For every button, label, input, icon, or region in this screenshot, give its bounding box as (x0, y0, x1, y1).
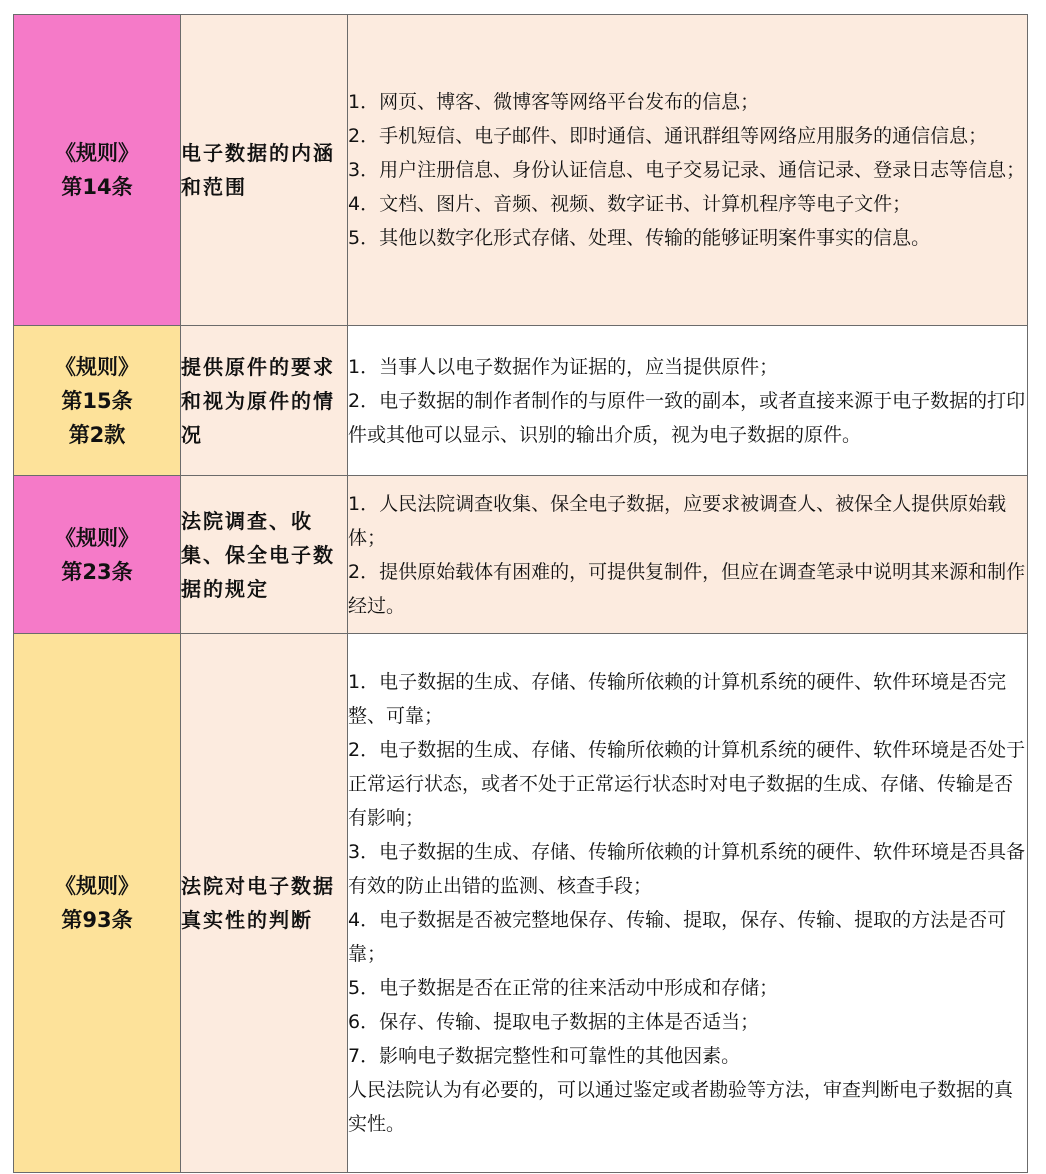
article-line: 《规则》 (55, 525, 139, 550)
article-cell (14, 15, 181, 326)
list-item: 2．手机短信、电子邮件、即时通信、通讯群组等网络应用服务的通信信息； (348, 125, 988, 147)
article-line: 《规则》 (55, 874, 139, 898)
content-cell (348, 15, 1028, 326)
article-line: 第2款 (68, 422, 126, 447)
list-item: 5．电子数据是否在正常的往来活动中形成和存储； (348, 977, 779, 999)
topic-cell: 提供原件的要求和视为原件的情况 (181, 326, 348, 476)
list-item: 4．电子数据是否被完整地保存、传输、提取，保存、传输、提取的方法是否可靠； (348, 909, 1007, 965)
article-cell (14, 476, 181, 634)
topic-cell: 法院对电子数据真实性的判断 (181, 634, 348, 1173)
content-cell (348, 326, 1028, 476)
list-item: 6．保存、传输、提取电子数据的主体是否适当； (348, 1011, 760, 1033)
list-item: 2．电子数据的制作者制作的与原件一致的副本，或者直接来源于电子数据的打印件或其他可以显示、识别的输出介质，视为电子数据的原件。 (348, 389, 1026, 446)
article-line: 《规则》 (55, 354, 139, 379)
article-line: 第14条 (61, 175, 133, 199)
topic-cell: 法院调查、收集、保全电子数据的规定 (181, 476, 348, 634)
article-cell (14, 634, 181, 1173)
list-item: 3．电子数据的生成、存储、传输所依赖的计算机系统的硬件、软件环境是否具备有效的防止出错的监测、核查手段； (348, 841, 1026, 897)
article-cell (14, 326, 181, 476)
list-item: 1．网页、博客、微博客等网络平台发布的信息； (348, 91, 760, 113)
list-item: 7．影响电子数据完整性和可靠性的其他因素。 (348, 1045, 741, 1067)
table-row (14, 476, 1028, 634)
article-line: 第23条 (61, 559, 133, 584)
list-item: 2．提供原始载体有困难的，可提供复制件，但应在调查笔录中说明其来源和制作经过。 (348, 560, 1026, 617)
content-cell (348, 634, 1028, 1173)
article-line: 第93条 (61, 908, 133, 932)
list-item: 5．其他以数字化形式存储、处理、传输的能够证明案件事实的信息。 (348, 227, 931, 249)
table-row (14, 15, 1028, 326)
list-item: 4．文档、图片、音频、视频、数字证书、计算机程序等电子文件； (348, 193, 912, 215)
list-item: 人民法院认为有必要的，可以通过鉴定或者勘验等方法，审查判断电子数据的真实性。 (348, 1079, 1014, 1135)
list-item: 1．当事人以电子数据作为证据的，应当提供原件； (348, 355, 779, 378)
list-item: 3．用户注册信息、身份认证信息、电子交易记录、通信记录、登录日志等信息； (348, 159, 1026, 181)
rules-table (13, 14, 1028, 1173)
list-item: 1．电子数据的生成、存储、传输所依赖的计算机系统的硬件、软件环境是否完整、可靠； (348, 671, 1007, 727)
content-cell (348, 476, 1028, 634)
article-line: 第15条 (61, 388, 133, 413)
table-row (14, 634, 1028, 1173)
list-item: 1．人民法院调查收集、保全电子数据，应要求被调查人、被保全人提供原始载体； (348, 492, 1007, 549)
table-row (14, 326, 1028, 476)
list-item: 2．电子数据的生成、存储、传输所依赖的计算机系统的硬件、软件环境是否处于正常运行状态，或者不处于正常运行状态时对电子数据的生成、存储、传输是否有影响； (348, 739, 1026, 829)
article-line: 《规则》 (55, 141, 139, 165)
topic-cell: 电子数据的内涵和范围 (181, 15, 348, 326)
